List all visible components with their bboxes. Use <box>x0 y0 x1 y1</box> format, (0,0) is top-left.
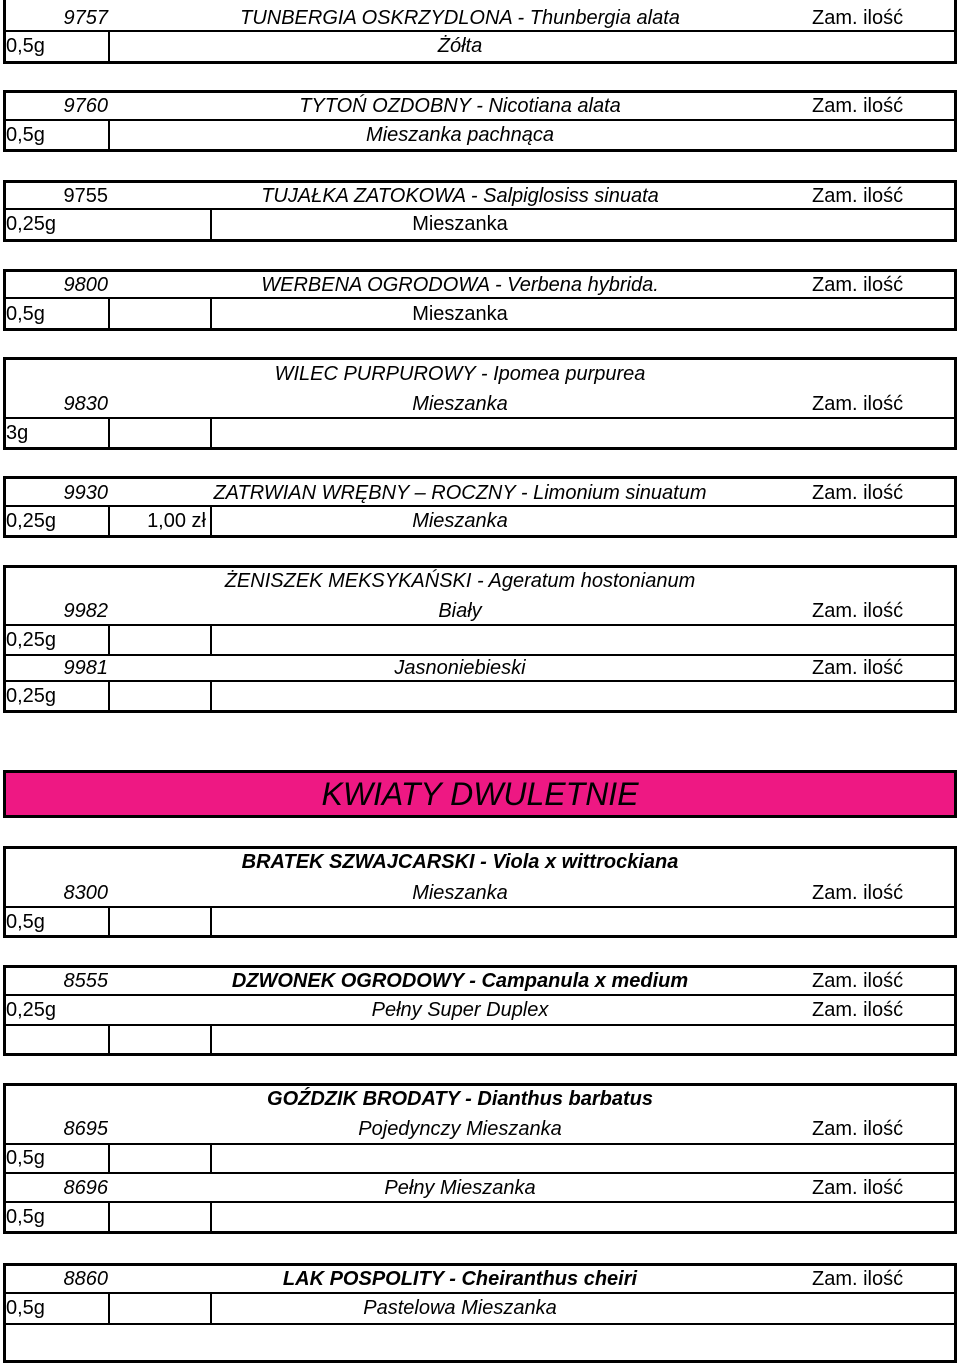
package-weight: 0,25g <box>6 510 57 532</box>
col-divider <box>108 297 110 329</box>
variant-name: Mieszanka <box>412 393 508 415</box>
variant-name: Pełny Mieszanka <box>384 1177 536 1199</box>
row-divider <box>3 119 957 121</box>
product-code: 8860 <box>63 1268 108 1290</box>
col-divider <box>108 1143 110 1172</box>
row-divider <box>3 1172 957 1174</box>
product-code: 9830 <box>63 393 108 415</box>
package-weight: 0,5g <box>6 1206 45 1228</box>
variant-name: Mieszanka <box>412 213 508 235</box>
product-title: ŻENISZEK MEKSYKAŃSKI - Ageratum hostonianum <box>224 570 696 592</box>
package-weight: 0,5g <box>6 124 45 146</box>
variant-name: Pełny Super Duplex <box>371 999 549 1021</box>
col-divider <box>108 417 110 448</box>
product-title: TUNBERGIA OSKRZYDLONA - Thunbergia alata <box>240 7 680 29</box>
variant-name: Mieszanka <box>412 510 508 532</box>
product-code: 9760 <box>63 95 108 117</box>
order-qty-label: Zam. ilość <box>812 482 904 504</box>
variant-name: Pojedynczy Mieszanka <box>358 1118 562 1140</box>
col-divider <box>108 1292 110 1323</box>
unit-price: 1,00 zł <box>147 510 206 532</box>
variant-name: Mieszanka pachnąca <box>366 124 554 146</box>
row-divider <box>3 1323 957 1325</box>
package-weight: 0,5g <box>6 1297 45 1319</box>
product-code: 8300 <box>63 882 108 904</box>
row-divider <box>3 906 957 908</box>
order-qty-label: Zam. ilość <box>812 393 904 415</box>
product-title: WERBENA OGRODOWA - Verbena hybrida. <box>261 274 659 296</box>
product-code: 8695 <box>63 1118 108 1140</box>
section-title: KWIATY DWULETNIE <box>321 775 639 812</box>
col-divider <box>108 624 110 654</box>
order-qty-label: Zam. ilość <box>812 274 904 296</box>
product-code: 9982 <box>63 600 108 622</box>
row-divider <box>3 994 957 996</box>
package-weight: 0,25g <box>6 999 57 1021</box>
row-divider <box>3 505 957 507</box>
product-title: BRATEK SZWAJCARSKI - Viola x wittrockiana <box>241 851 679 873</box>
product-code: 9755 <box>63 185 108 207</box>
product-title: GOŹDZIK BRODATY - Dianthus barbatus <box>267 1088 653 1110</box>
package-weight: 0,5g <box>6 911 45 933</box>
row-divider <box>3 1024 957 1026</box>
row-divider <box>3 1292 957 1294</box>
product-code: 8555 <box>63 970 108 992</box>
col-divider <box>210 680 212 711</box>
row-divider <box>3 1143 957 1145</box>
package-weight: 3g <box>6 422 29 444</box>
product-code: 8696 <box>63 1177 108 1199</box>
row-divider <box>3 297 957 299</box>
row-divider <box>3 30 957 32</box>
col-divider <box>108 1024 110 1054</box>
col-divider <box>108 119 110 150</box>
section-banner <box>3 770 957 818</box>
row-divider <box>3 624 957 626</box>
col-divider <box>108 680 110 711</box>
col-divider <box>210 417 212 448</box>
product-code: 9757 <box>63 7 108 29</box>
package-weight: 0,5g <box>6 1147 45 1169</box>
variant-name: Mieszanka <box>412 303 508 325</box>
row-divider <box>3 208 957 210</box>
order-qty-label: Zam. ilość <box>812 600 904 622</box>
order-qty-label: Zam. ilość <box>812 999 904 1021</box>
order-qty-label: Zam. ilość <box>812 1177 904 1199</box>
product-title: ZATRWIAN WRĘBNY – ROCZNY - Limonium sinuatum <box>213 482 707 504</box>
variant-name: Jasnoniebieski <box>394 657 526 679</box>
order-qty-label: Zam. ilość <box>812 657 904 679</box>
variant-name: Żółta <box>437 35 483 57</box>
product-title: TYTOŃ OZDOBNY - Nicotiana alata <box>299 95 621 117</box>
variant-name: Mieszanka <box>412 882 508 904</box>
col-divider <box>210 1201 212 1232</box>
order-qty-label: Zam. ilość <box>812 1118 904 1140</box>
col-divider <box>108 1201 110 1232</box>
package-weight: 0,5g <box>6 303 45 325</box>
product-title: TUJAŁKA ZATOKOWA - Salpiglosiss sinuata <box>261 185 659 207</box>
col-divider <box>210 624 212 654</box>
col-divider <box>210 1024 212 1054</box>
variant-name: Biały <box>438 600 482 622</box>
col-divider <box>108 906 110 936</box>
product-title: WILEC PURPUROWY - Ipomea purpurea <box>274 363 646 385</box>
row-divider <box>3 1201 957 1203</box>
product-title: LAK POSPOLITY - Cheiranthus cheiri <box>282 1268 638 1290</box>
order-qty-label: Zam. ilość <box>812 882 904 904</box>
order-qty-label: Zam. ilość <box>812 95 904 117</box>
package-weight: 0,25g <box>6 685 57 707</box>
row-divider <box>3 680 957 682</box>
product-code: 9930 <box>63 482 108 504</box>
order-qty-label: Zam. ilość <box>812 7 904 29</box>
col-divider <box>210 1143 212 1172</box>
package-weight: 0,25g <box>6 213 57 235</box>
order-qty-label: Zam. ilość <box>812 970 904 992</box>
col-divider <box>210 906 212 936</box>
order-qty-label: Zam. ilość <box>812 185 904 207</box>
package-weight: 0,5g <box>6 35 45 57</box>
package-weight: 0,25g <box>6 629 57 651</box>
variant-name: Pastelowa Mieszanka <box>363 1297 557 1319</box>
col-divider <box>108 30 110 62</box>
order-qty-label: Zam. ilość <box>812 1268 904 1290</box>
product-code: 9800 <box>63 274 108 296</box>
product-title: DZWONEK OGRODOWY - Campanula x medium <box>231 970 689 992</box>
row-divider <box>3 417 957 419</box>
product-code: 9981 <box>63 657 108 679</box>
